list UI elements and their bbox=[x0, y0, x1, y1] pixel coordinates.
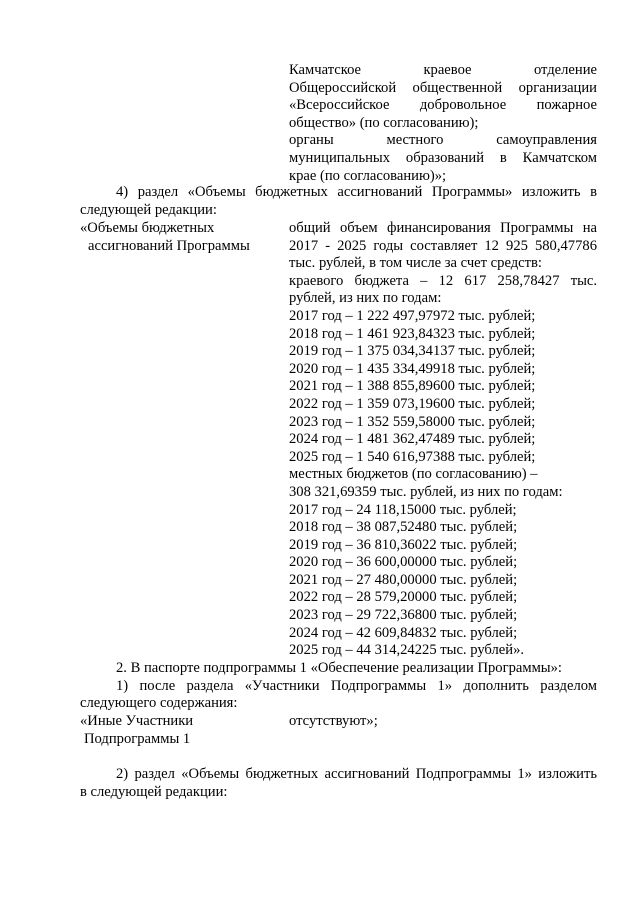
label-line: Подпрограммы 1 bbox=[84, 730, 191, 747]
text-line: 308 321,69359 тыс. рублей, из них по годам: bbox=[289, 483, 563, 500]
text-line: органы местного самоуправления bbox=[289, 132, 597, 149]
text-line: 2025 год – 44 314,24225 тыс. рублей». bbox=[289, 642, 525, 659]
section-value-other-participants bbox=[289, 713, 597, 731]
text-line: общий объем финансирования Программы на bbox=[289, 220, 597, 236]
text-line: 2025 год – 1 540 616,97388 тыс. рублей; bbox=[289, 448, 536, 465]
text-line: рублей, из них по годам: bbox=[289, 290, 442, 307]
text-line: 2020 год – 1 435 334,49918 тыс. рублей; bbox=[289, 360, 536, 377]
text-line: 2023 год – 1 352 559,58000 тыс. рублей; bbox=[289, 413, 536, 430]
text-line: тыс. рублей, в том числе за счет средств: bbox=[289, 255, 542, 272]
text-line: 2018 год – 38 087,52480 тыс. рублей; bbox=[289, 519, 518, 536]
paragraph-subprogram-passport bbox=[80, 660, 597, 713]
text-line: 2017 год – 24 118,15000 тыс. рублей; bbox=[289, 501, 517, 518]
text-line: 2020 год – 36 600,00000 тыс. рублей; bbox=[289, 554, 518, 571]
label-line: «Иные Участники bbox=[80, 713, 194, 729]
text-line: местных бюджетов (по согласованию) – bbox=[289, 466, 538, 483]
text-line: 2021 год – 1 388 855,89600 тыс. рублей; bbox=[289, 378, 536, 395]
text-line: общество» (по согласованию); bbox=[289, 114, 479, 131]
participants-list bbox=[289, 62, 597, 185]
text-line: муниципальных образований в Камчатском bbox=[289, 149, 597, 166]
text-line: краевого бюджета – 12 617 258,78427 тыс. bbox=[289, 272, 597, 289]
text-line: 2017 год – 1 222 497,97972 тыс. рублей; bbox=[289, 307, 536, 324]
text-line: 2017 - 2025 годы составляет 12 925 580,47786 bbox=[289, 237, 597, 254]
text-line: крае (по согласованию)»; bbox=[289, 167, 447, 184]
text-line: 2023 год – 29 722,36800 тыс. рублей; bbox=[289, 607, 518, 624]
section-value-budget bbox=[289, 220, 597, 660]
paragraph-section-4 bbox=[80, 184, 597, 219]
paragraph-line: 2. В паспорте подпрограммы 1 «Обеспечение реализации Программы»: bbox=[116, 660, 562, 676]
paragraph-line: 4) раздел «Объемы бюджетных ассигнований Программы» изложить в bbox=[116, 184, 597, 200]
value-line: отсутствуют»; bbox=[289, 713, 378, 729]
text-line: 2021 год – 27 480,00000 тыс. рублей; bbox=[289, 571, 518, 588]
paragraph-line: 1) после раздела «Участники Подпрограммы 1» дополнить разделом bbox=[116, 677, 597, 694]
text-line: 2024 год – 1 481 362,47489 тыс. рублей; bbox=[289, 431, 536, 448]
paragraph-line: в следующей редакции: bbox=[80, 783, 228, 800]
paragraph-line: следующего содержания: bbox=[80, 695, 238, 712]
section-label-budget bbox=[80, 220, 280, 255]
paragraph-item-2 bbox=[80, 766, 597, 801]
text-line: 2022 год – 1 359 073,19600 тыс. рублей; bbox=[289, 395, 536, 412]
paragraph-line: 2) раздел «Объемы бюджетных ассигнований Подпрограммы 1» изложить bbox=[116, 766, 597, 782]
text-line: 2018 год – 1 461 923,84323 тыс. рублей; bbox=[289, 325, 536, 342]
text-line: 2019 год – 36 810,36022 тыс. рублей; bbox=[289, 536, 518, 553]
text-line: 2022 год – 28 579,20000 тыс. рублей; bbox=[289, 589, 518, 606]
section-label-other-participants bbox=[80, 713, 280, 748]
text-line: «Всероссийское добровольное пожарное bbox=[289, 97, 597, 114]
text-line: Общероссийской общественной организации bbox=[289, 79, 597, 96]
text-line: 2019 год – 1 375 034,34137 тыс. рублей; bbox=[289, 343, 536, 360]
text-line: 2024 год – 42 609,84832 тыс. рублей; bbox=[289, 624, 518, 641]
text-line: Камчатское краевое отделение bbox=[289, 62, 597, 78]
label-line: ассигнований Программы bbox=[88, 237, 250, 254]
paragraph-line: следующей редакции: bbox=[80, 201, 217, 218]
label-line: «Объемы бюджетных bbox=[80, 220, 215, 236]
